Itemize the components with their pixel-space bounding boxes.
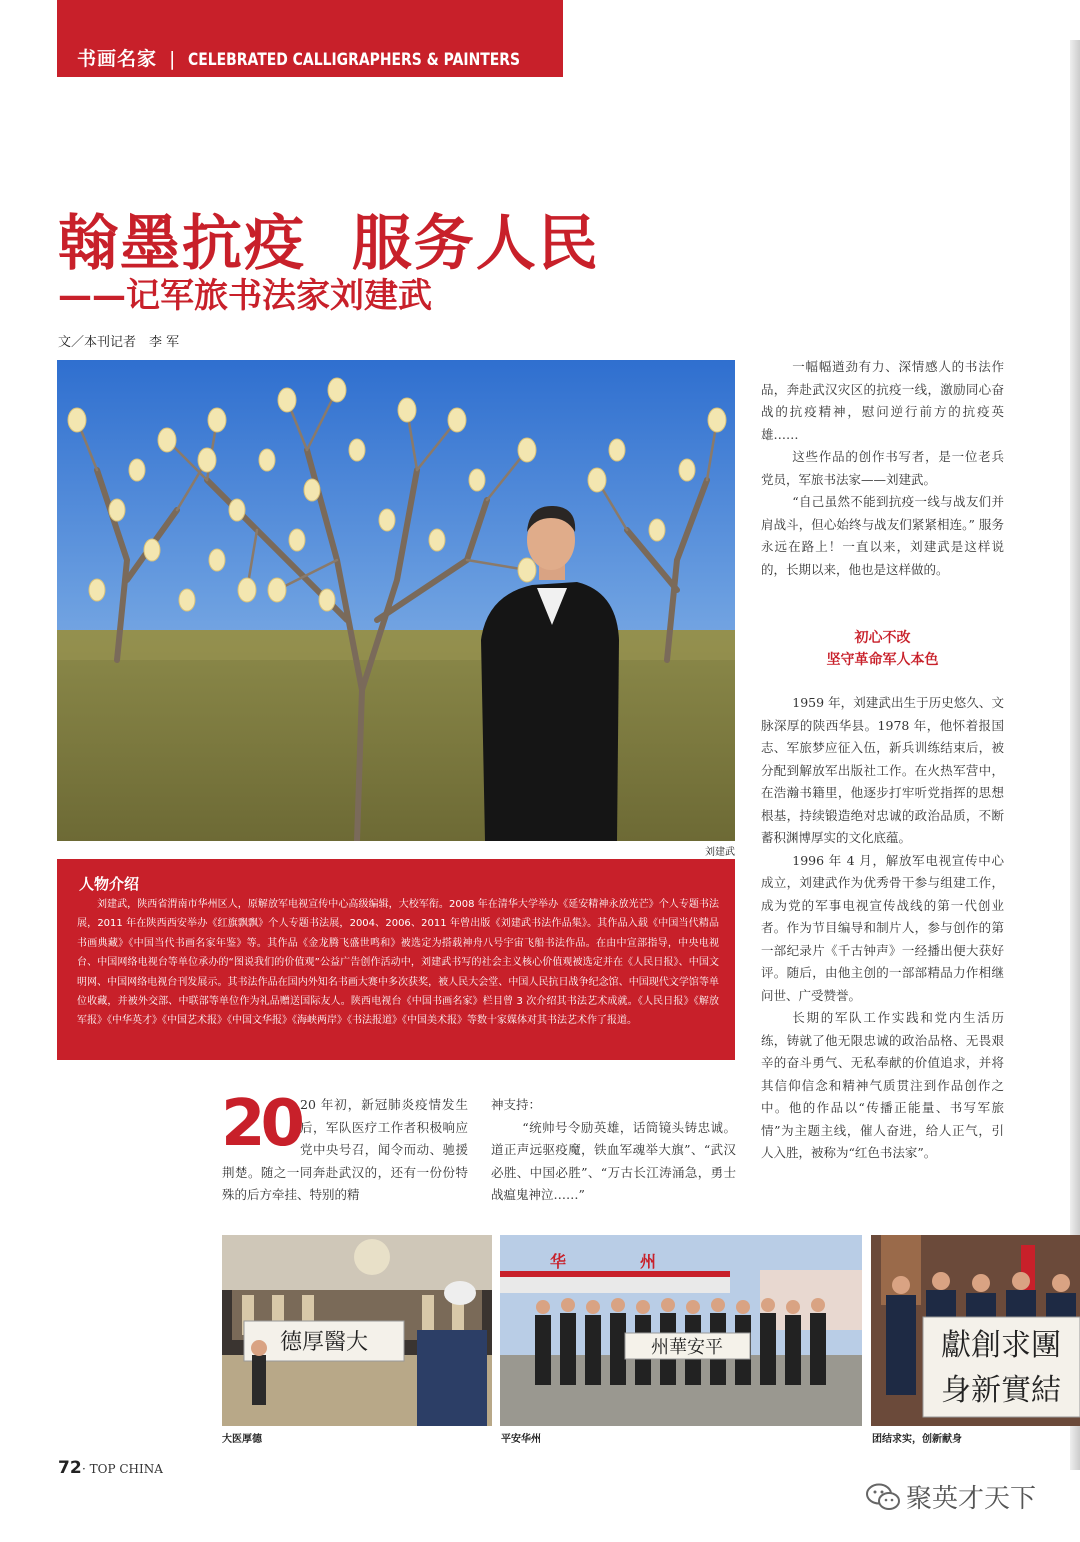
section-heading-line1: 初心不改 bbox=[854, 630, 911, 646]
section-header-text bbox=[77, 44, 593, 71]
profile-body: 刘建武，陕西省渭南市华州区人，原解放军电视宣传中心高级编辑，大校军衔。2008 年在清华大学举办《延安精神永放光芒》个人专题书法展，2011 年在陕西西安举办《红旗飘飘》个人专题书法展，2004、2006、2011 年曾出版《刘建武书法作品集》。其作品入载《中国当代精品书画典藏》《中国当代书画名家年鉴》等。其作品《金龙腾飞盛世鸣和》被选定为搭载神舟八号宇宙飞船书法作品。在由中宣部指导，中央电视台、中国网络电视台等单位承办的“图说我们的价值观”公益广告创作活动中，刘建武书写的社会主义核心价值观被选定并在《人民日报》、中国文明网、中国网络电视台刊发展示。其书法作品在国内外知名书画大赛中多次获奖，被人民大会堂、中国人民抗日战争纪念馆、中国现代文学馆等单位收藏，并被外交部、中联部等单位作为礼品赠送国际友人。陕西电视台《中国书画名家》栏目曾 3 次介绍其书法艺术成就。《人民日报》《解放军报》《中华英才》《中国艺术报》《中国文华报》《海峡两岸》《书法报道》《中国美术报》等数十家媒体对其书法艺术作了报道。 bbox=[77, 899, 719, 1027]
section-header-bar bbox=[57, 0, 563, 77]
scroll-calligraphy: 州華安平 bbox=[651, 1337, 723, 1358]
paragraph: 1959 年，刘建武出生于历史悠久、文脉深厚的陕西华县。1978 年，他怀着报国志、军旅梦应征入伍，新兵训练结束后，被分配到解放军出版社工作。在火热军营中，在浩瀚书籍里，他逐步打牢听党指挥的思想根基，持续锻造绝对忠诚的政治品质，不断蓄积渊博厚实的文化底蕴。 bbox=[761, 695, 1004, 845]
section-heading-line2: 坚守革命军人本色 bbox=[826, 652, 939, 668]
lead-text-cont: 神支持： bbox=[491, 1097, 542, 1112]
profile-title: 人物介绍 bbox=[79, 875, 140, 893]
right-column-intro bbox=[761, 356, 1004, 581]
page-number: 72 bbox=[58, 1458, 82, 1478]
photo-police-group bbox=[500, 1235, 862, 1426]
drop-cap: 20 bbox=[221, 1087, 301, 1161]
lead-column-2 bbox=[491, 1094, 736, 1207]
magnolia-portrait-illustration bbox=[57, 360, 735, 841]
photo-calligraphy-hall bbox=[222, 1235, 492, 1426]
photo-caption: 大医厚德 bbox=[222, 1434, 262, 1445]
main-photo-portrait bbox=[57, 360, 735, 841]
watermark bbox=[866, 1478, 1036, 1515]
station-sign-2: 州 bbox=[640, 1252, 657, 1271]
article-subtitle: ——记军旅书法家刘建武 bbox=[58, 276, 432, 316]
section-heading bbox=[761, 627, 1004, 671]
paragraph: “自己虽然不能到抗疫一线与战友们并肩战斗，但心始终与战友们紧紧相连。” 服务永远在路上！一直以来，刘建武是这样说的，长期以来，他也是这样做的。 bbox=[761, 494, 1004, 577]
magazine-name: · TOP CHINA bbox=[82, 1462, 163, 1476]
profile-box bbox=[57, 859, 735, 1060]
header-separator: | bbox=[169, 48, 177, 70]
scroll-calligraphy-line1: 獻創求團 bbox=[941, 1328, 1061, 1363]
byline: 文／本刊记者 李 军 bbox=[58, 335, 180, 350]
lead-column-1 bbox=[221, 1087, 468, 1207]
photo-officers-scroll bbox=[871, 1235, 1080, 1426]
paragraph: 长期的军队工作实践和党内生活历练，铸就了他无限忠诚的政治品格、无畏艰辛的奋斗勇气、无私奉献的价值追求，并将其信仰信念和精神气质贯注到作品创作之中。他的作品以“传播正能量、书写军旅情”为主题主线，催人奋进，给人正气，引人入胜，被称为“红色书法家”。 bbox=[761, 1010, 1004, 1160]
photo-caption: 团结求实，创新献身 bbox=[872, 1434, 962, 1445]
paragraph: 1996 年 4 月，解放军电视宣传中心成立，刘建武作为优秀骨干参与组建工作，成为党的军事电视宣传战线的第一代创业者。作为节目编导和制片人，参与创作的第一部纪录片《千古钟声》一经播出便大获好评。随后，由他主创的一部部精品力作相继问世、广受赞誉。 bbox=[761, 852, 1004, 1003]
lead-quote: “统帅号令励英雄，话筒镜头铸忠诚。道正声远驱疫魔，铁血军魂举大旗”、“武汉必胜、中国必胜”、“万古长江涛涌急，勇士战瘟鬼神泣……” bbox=[491, 1119, 736, 1202]
lead-text: 20 年初，新冠肺炎疫情发生后，军队医疗工作者积极响应党中央号召，闻令而动、驰援荆楚。随之一同奔赴武汉的，还有一份份特殊的后方牵挂、特别的精 bbox=[222, 1097, 468, 1202]
wechat-icon bbox=[866, 1483, 900, 1511]
watermark-text: 聚英才天下 bbox=[906, 1484, 1037, 1514]
scroll-calligraphy-line2: 身新實結 bbox=[941, 1373, 1061, 1408]
article-title: 翰墨抗疫 服务人民 bbox=[58, 209, 600, 279]
main-photo-caption: 刘建武 bbox=[705, 847, 735, 858]
right-column-body bbox=[761, 692, 1004, 1165]
scroll-calligraphy: 德厚醫大 bbox=[279, 1330, 369, 1355]
photo-caption: 平安华州 bbox=[501, 1434, 541, 1445]
section-name-cn: 书画名家 bbox=[77, 48, 158, 70]
paragraph: 一幅幅遒劲有力、深情感人的书法作品，奔赴武汉灾区的抗疫一线，激励同心奋战的抗疫精神，慰问逆行前方的抗疫英雄…… bbox=[761, 359, 1004, 442]
section-name-en: CELEBRATED CALLIGRAPHERS & PAINTERS bbox=[188, 50, 521, 70]
station-sign: 华 bbox=[550, 1252, 567, 1271]
paragraph: 这些作品的创作书写者，是一位老兵党员，军旅书法家——刘建武。 bbox=[761, 449, 1004, 487]
